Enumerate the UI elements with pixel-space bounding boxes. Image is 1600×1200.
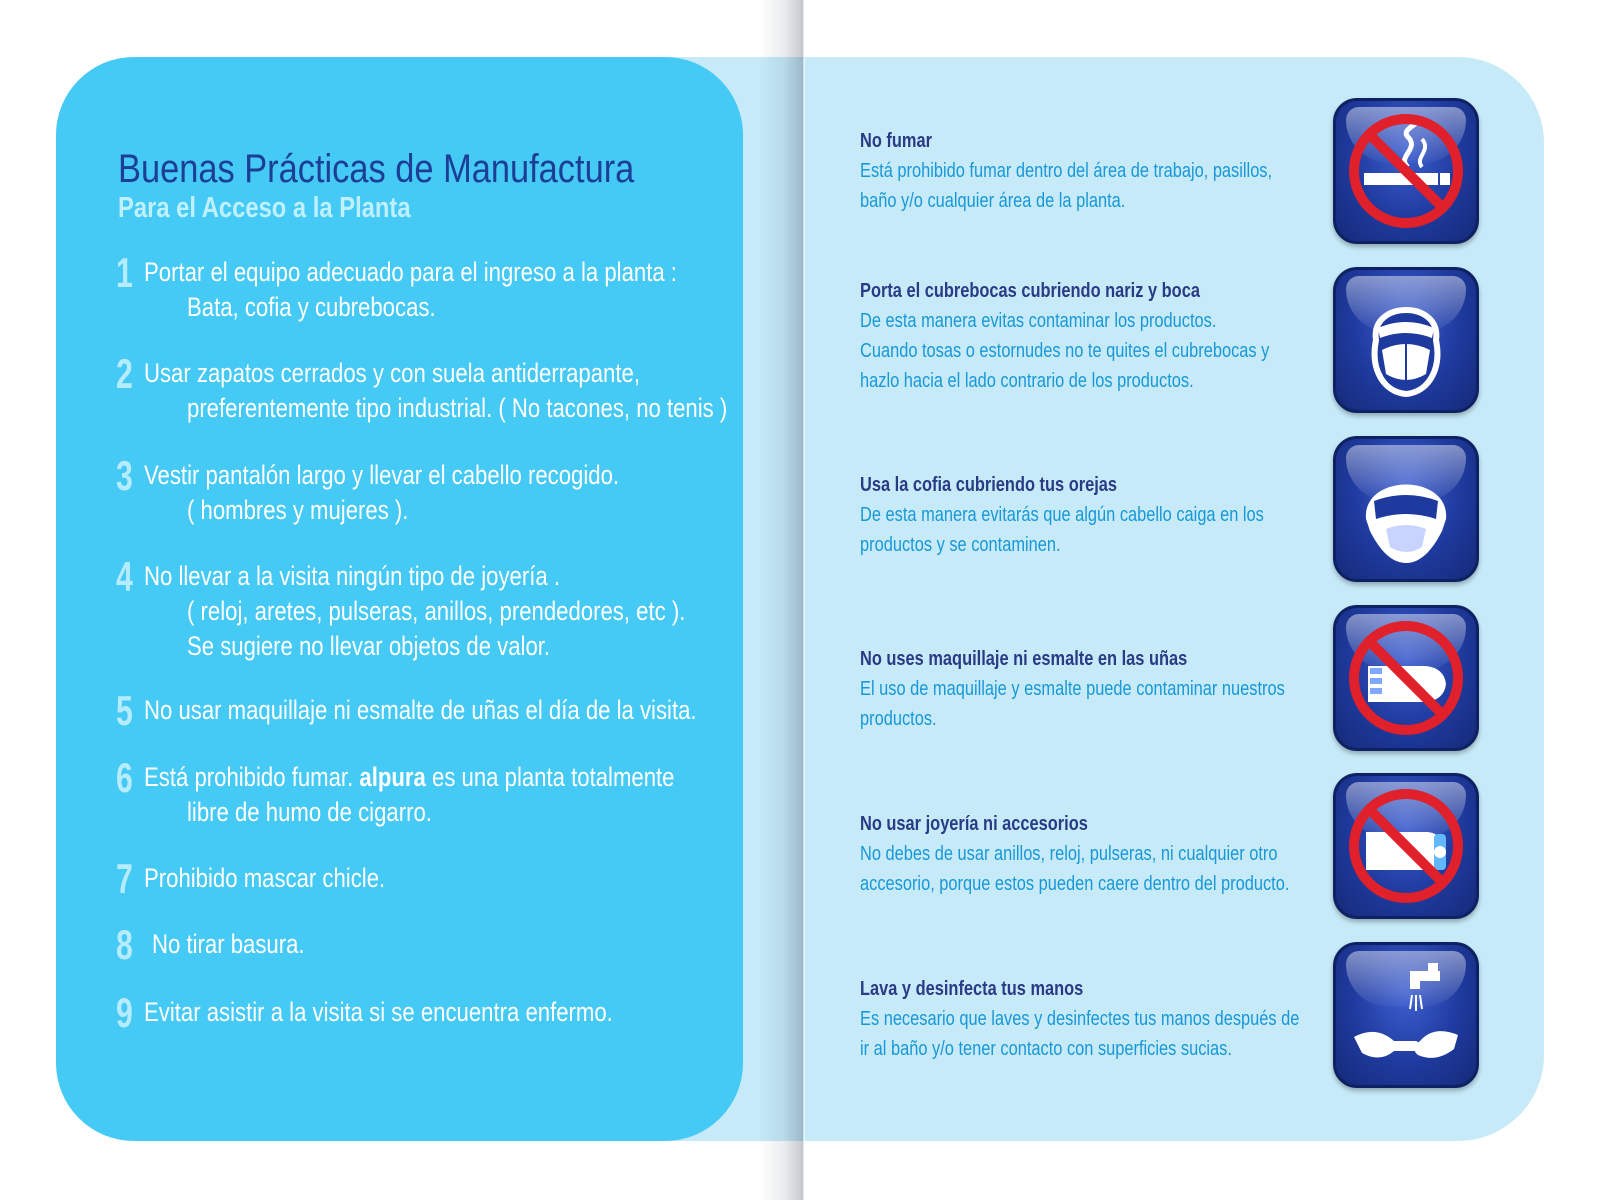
rule-number: 7 [116,855,133,902]
tip-text: baño y/o cualquier área de la planta. [860,190,1126,212]
page-title: Buenas Prácticas de Manufactura [118,147,635,191]
rule-line: Prohibido mascar chicle. [144,863,386,893]
page-subtitle: Para el Acceso a la Planta [118,192,411,224]
tip-text: hazlo hacia el lado contrario de los productos. [860,370,1194,392]
rule-line: Se sugiere no llevar objetos de valor. [187,631,551,661]
tip-text: Cuando tosas o estornudes no te quites el cubrebocas y [860,340,1270,362]
no-smoking-icon [1333,98,1479,244]
rule-text: Está prohibido fumar. [144,762,354,792]
rule-number: 6 [116,754,133,801]
tip-title: No usar joyería ni accesorios [860,813,1088,835]
rule-line: ( hombres y mujeres ). [187,495,409,525]
no-jewelry-icon [1333,773,1479,919]
rule-line: libre de humo de cigarro. [187,797,432,827]
tip-no-smoking [860,126,1300,216]
tip-text: De esta manera evitas contaminar los productos. [860,310,1217,332]
hairnet-icon [1333,436,1479,582]
rule-line: No tirar basura. [152,929,305,959]
no-nail-polish-icon [1333,605,1479,751]
tip-text: productos. [860,708,937,730]
rule-item-8 [116,921,338,968]
tip-hairnet [860,470,1300,560]
tip-title: Lava y desinfecta tus manos [860,978,1084,1000]
tip-text: El uso de maquillaje y esmalte puede contaminar nuestros [860,678,1285,700]
tip-no-jewelry [860,809,1300,899]
tip-face-mask [860,276,1300,396]
rule-item-4 [116,553,795,664]
tip-title: No uses maquillaje ni esmalte en las uñas [860,648,1188,670]
tip-text: accesorio, porque estos pueden caere dentro del producto. [860,873,1290,895]
rule-item-6 [116,754,791,830]
rule-number: 5 [116,687,133,734]
rule-line: Portar el equipo adecuado para el ingreso a la planta : [144,257,677,287]
rule-item-9 [116,989,716,1036]
rule-line: No llevar a la visita ningún tipo de joyería . [144,561,560,591]
rule-text: es una planta totalmente [431,762,675,792]
face-mask-icon [1333,267,1479,413]
tip-title: Usa la cofia cubriendo tus orejas [860,474,1118,496]
page-gutter-line [803,0,805,1200]
brand-name: alpura [359,762,426,792]
tip-text: De esta manera evitarás que algún cabello caiga en los [860,504,1264,526]
rule-number: 8 [116,921,133,968]
rule-number: 2 [116,350,133,397]
tip-no-nail-polish [860,644,1300,734]
rule-number: 4 [116,553,133,600]
tip-text: productos y se contaminen. [860,534,1061,556]
tip-hand-washing [860,974,1300,1064]
rule-line: No usar maquillaje ni esmalte de uñas el día de la visita. [144,695,697,725]
rule-item-5 [116,687,818,734]
tip-title: No fumar [860,130,932,152]
rule-item-7 [116,855,438,902]
tip-text: Es necesario que laves y desinfectes tus manos después de [860,1008,1300,1030]
rule-item-3 [116,452,723,528]
rule-number: 3 [116,452,133,499]
tip-text: Está prohibido fumar dentro del área de trabajo, pasillos, [860,160,1273,182]
tip-title: Porta el cubrebocas cubriendo nariz y boca [860,280,1200,302]
rule-item-1 [116,249,794,325]
rule-line: ( reloj, aretes, pulseras, anillos, prendedores, etc ). [187,596,686,626]
tip-text: No debes de usar anillos, reloj, pulseras, ni cualquier otro [860,843,1278,865]
rule-line: Evitar asistir a la visita si se encuentra enfermo. [144,997,613,1027]
rule-line [144,760,674,795]
rule-line: Vestir pantalón largo y llevar el cabello recogido. [144,460,620,490]
rule-number: 9 [116,989,133,1036]
rule-item-2 [116,350,846,426]
rule-line: preferentemente tipo industrial. ( No tacones, no tenis ) [187,393,728,423]
hand-washing-icon [1333,942,1479,1088]
rule-line: Bata, cofia y cubrebocas. [187,292,436,322]
tip-text: ir al baño y/o tener contacto con superficies sucias. [860,1038,1232,1060]
rule-line: Usar zapatos cerrados y con suela antiderrapante, [144,358,640,388]
rule-number: 1 [116,249,133,296]
